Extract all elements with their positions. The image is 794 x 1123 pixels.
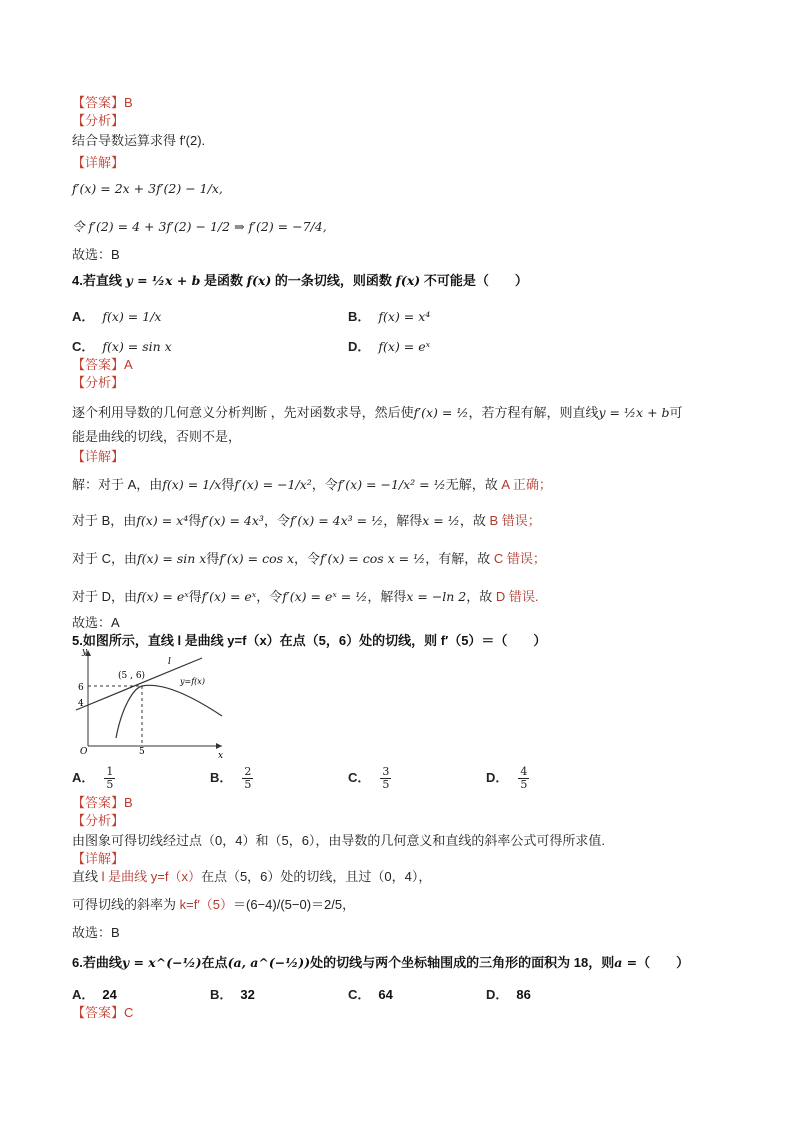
option-text: 86: [516, 987, 531, 1002]
d4-m4: x = −ln 2: [406, 589, 467, 604]
q5-detail-b: l 是曲线 y=f（x）: [101, 869, 201, 884]
q5-answer: B: [124, 795, 133, 810]
d2-mid3: ，解得: [383, 513, 423, 528]
curve: [116, 685, 222, 738]
q6-stem-var: a =: [614, 955, 638, 970]
option-label: C．: [348, 987, 371, 1002]
option-label: C．: [72, 339, 95, 354]
q6-stem-mid: 在点: [201, 955, 228, 970]
option-fraction: [380, 766, 391, 791]
numerator: 3: [382, 765, 390, 778]
d4-m2: f′(x) = eˣ: [201, 589, 257, 604]
option-text: 64: [378, 987, 393, 1002]
q5-analysis: 由图象可得切线经过点（0，4）和（5，6），由导数的几何意义和直线的斜率公式可得所求值.: [72, 833, 606, 848]
q3-answer: B: [124, 95, 133, 110]
q4-option-c[interactable]: [72, 338, 172, 356]
q4-analysis-c: ，若方程有解，则直线: [468, 405, 599, 420]
q5-option-d[interactable]: [486, 766, 531, 791]
d4-post-a: ，故: [466, 589, 496, 604]
option-label: D．: [486, 769, 509, 785]
d4-pre: 对于 D，由: [72, 589, 138, 604]
q4-stem-pre: 4.若直线: [72, 273, 122, 288]
q3-analysis: 结合导数运算求得 f′(2).: [72, 133, 206, 148]
curve-label: y=f(x): [180, 677, 205, 686]
q3-step1: f′(x) = 2x + 3f′(2) − 1/x,: [72, 181, 223, 196]
d2-pre: 对于 B，由: [72, 513, 137, 528]
q4-detail-a: [72, 476, 552, 494]
q3-step2: 令 f′(2) = 4 + 3f′(2) − 1/2 ⇒ f′(2) = −7/4,: [72, 219, 327, 234]
q5-detail2-c: ＝(6−4)/(5−0)＝2/5，: [233, 897, 356, 912]
y-axis-label: y: [82, 647, 88, 657]
q6-option-a[interactable]: [72, 986, 117, 1004]
option-label: A．: [72, 309, 95, 324]
q6-stem-end: （ ）: [637, 955, 690, 970]
denominator: 5: [382, 778, 390, 791]
d3-mid2: ，令: [294, 551, 321, 566]
q4-analysis-line1: [72, 404, 683, 422]
q4-analysis-e: 可: [669, 405, 683, 420]
q4-stem-fx: f(x): [246, 273, 272, 288]
q4-stem: [72, 272, 528, 290]
d4-post-b: D 错误.: [495, 589, 539, 604]
q4-answer-line: [72, 356, 133, 374]
option-fraction: [518, 766, 529, 791]
q6-stem-pre: 6.若曲线: [72, 955, 122, 970]
q4-option-a[interactable]: [72, 308, 161, 326]
option-fraction: [104, 766, 115, 791]
d1-post-a: 无解，故: [445, 477, 502, 492]
option-label: A．: [72, 769, 95, 785]
q3-detail-tag: [72, 154, 124, 172]
d1-pre: 解：对于 A，由: [72, 477, 163, 492]
option-label: D．: [486, 987, 509, 1002]
q5-option-b[interactable]: [210, 766, 255, 791]
q5-graph: [72, 646, 232, 761]
origin-label: O: [80, 747, 88, 757]
q6-answer: C: [124, 1005, 134, 1020]
d4-m3: f′(x) = eˣ = ½: [282, 589, 368, 604]
q5-conclusion: 故选：B: [72, 925, 120, 940]
denominator: 5: [520, 778, 528, 791]
d2-m2: f′(x) = 4x³: [201, 513, 264, 528]
option-text: f(x) = sin x: [102, 339, 172, 354]
option-fraction: [242, 766, 253, 791]
option-text: 24: [102, 987, 117, 1002]
d1-m3: f′(x) = −1/x² = ½: [337, 477, 446, 492]
analysis-tag: 【分析】: [72, 375, 125, 390]
d1-m2: f′(x) = −1/x²: [234, 477, 312, 492]
q4-stem-mid2: 的一条切线，则函数: [274, 273, 392, 288]
q6-stem-curve: y = x^(−½): [121, 955, 202, 970]
q3-conclusion: 故选：B: [72, 247, 120, 262]
q5-stem: 5.如图所示，直线 l 是曲线 y=f（x）在点（5，6）处的切线，则 f′（5）＝（ ）: [72, 633, 547, 648]
detail-tag: 【详解】: [72, 851, 125, 866]
q3-analysis-tag: [72, 112, 124, 130]
d3-pre: 对于 C，由: [72, 551, 138, 566]
d3-post-b: C 错误；: [493, 551, 546, 566]
q4-analysis-line2: 能是曲线的切线，否则不是，: [72, 429, 242, 444]
q4-detail-c: [72, 550, 546, 568]
denominator: 5: [106, 778, 114, 791]
numerator: 4: [520, 765, 528, 778]
x-axis-label: x: [218, 751, 224, 761]
d2-post-a: ，故: [459, 513, 490, 528]
q5-detail2-b: k=f′（5）: [179, 897, 233, 912]
tick-5: 5: [139, 747, 145, 757]
option-label: A．: [72, 987, 95, 1002]
q4-stem-fx2: f(x): [395, 273, 421, 288]
q4-detail-b: [72, 512, 541, 530]
analysis-tag: 【分析】: [72, 113, 125, 128]
q4-conclusion: 故选：A: [72, 615, 120, 630]
q6-stem-point: (a, a^(−½)): [227, 955, 311, 970]
d2-mid2: ，令: [263, 513, 290, 528]
q4-stem-post: 不可能是（ ）: [423, 273, 528, 288]
d3-m2: f′(x) = cos x: [219, 551, 295, 566]
option-label: C．: [348, 769, 371, 785]
q4-option-d[interactable]: [348, 338, 430, 356]
q4-answer: A: [124, 357, 133, 372]
d2-m1: f(x) = x⁴: [136, 513, 189, 528]
q4-analysis-d: y = ½x + b: [598, 405, 670, 420]
detail-tag: 【详解】: [72, 449, 125, 464]
d1-mid: 得: [221, 477, 235, 492]
q6-stem: [72, 954, 689, 972]
q5-detail-c: 在点（5，6）处的切线，且过（0，4），: [200, 869, 432, 884]
q6-option-c[interactable]: [348, 986, 393, 1004]
line-label: l: [168, 657, 171, 667]
q5-detail-line2: [72, 896, 355, 914]
d3-m3: f′(x) = cos x = ½: [320, 551, 426, 566]
q5-option-c[interactable]: [348, 766, 393, 791]
q4-analysis-b: f′(x) = ½: [413, 405, 469, 420]
q4-analysis-tag: [72, 374, 124, 392]
x-axis-arrow: [216, 743, 222, 749]
option-text: f(x) = 1/x: [102, 309, 162, 324]
q5-detail-a: 直线: [72, 869, 102, 884]
q6-answer-line: [72, 1004, 133, 1022]
numerator: 2: [244, 765, 252, 778]
denominator: 5: [244, 778, 252, 791]
tick-4: 4: [78, 699, 84, 709]
q5-detail2-a: 可得切线的斜率为: [72, 897, 180, 912]
d2-post-b: B 错误；: [489, 513, 541, 528]
d1-mid2: ，令: [311, 477, 338, 492]
q6-option-d[interactable]: [486, 986, 531, 1004]
q5-answer-line: [72, 794, 133, 812]
d1-post-b: A 正确；: [501, 477, 552, 492]
option-text: f(x) = x⁴: [378, 309, 431, 324]
d2-m4: x = ½: [422, 513, 460, 528]
analysis-tag: 【分析】: [72, 813, 125, 828]
q6-stem-post: 处的切线与两个坐标轴围成的三角形的面积为 18，则: [310, 955, 615, 970]
d4-m1: f(x) = eˣ: [137, 589, 189, 604]
q5-detail-tag: [72, 850, 124, 868]
q4-stem-mid: 是函数: [203, 273, 243, 288]
answer-tag: 【答案】: [72, 357, 125, 372]
q4-detail-tag: [72, 448, 124, 466]
d2-mid: 得: [188, 513, 202, 528]
q4-option-b[interactable]: [348, 308, 430, 326]
option-text: f(x) = eˣ: [378, 339, 431, 354]
d1-m1: f(x) = 1/x: [162, 477, 222, 492]
option-label: B．: [348, 309, 371, 324]
q4-detail-d: [72, 588, 539, 606]
q5-detail-line1: [72, 868, 431, 886]
detail-tag: 【详解】: [72, 155, 125, 170]
d3-mid: 得: [206, 551, 220, 566]
q4-analysis-a: 逐个利用导数的几何意义分析判断 ，先对函数求导，然后使: [72, 405, 414, 420]
d4-mid3: ，解得: [367, 589, 407, 604]
answer-tag: 【答案】: [72, 795, 125, 810]
d4-mid: 得: [188, 589, 202, 604]
q6-option-b[interactable]: [210, 986, 255, 1004]
option-label: D．: [348, 339, 371, 354]
d3-m1: f(x) = sin x: [137, 551, 207, 566]
option-label: B．: [210, 987, 233, 1002]
q5-option-a[interactable]: [72, 766, 117, 791]
q3-answer-line: [72, 94, 133, 112]
option-text: 32: [240, 987, 255, 1002]
numerator: 1: [106, 765, 114, 778]
q5-analysis-tag: [72, 812, 124, 830]
point-label: (5 , 6): [118, 671, 146, 681]
d3-post-a: ，有解，故: [425, 551, 494, 566]
q4-stem-line: y = ½x + b: [125, 273, 201, 288]
d4-mid2: ，令: [256, 589, 283, 604]
option-label: B．: [210, 769, 233, 785]
d2-m3: f′(x) = 4x³ = ½: [289, 513, 384, 528]
tick-6: 6: [78, 683, 84, 693]
answer-tag: 【答案】: [72, 1005, 125, 1020]
answer-tag: 【答案】: [72, 95, 125, 110]
